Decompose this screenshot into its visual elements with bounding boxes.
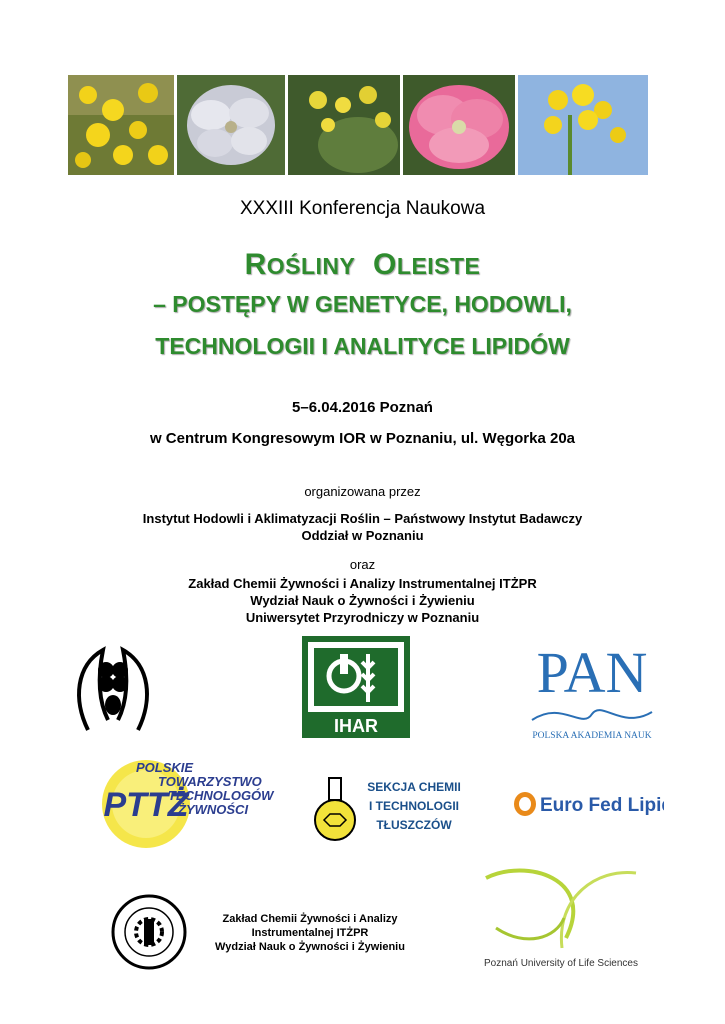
- flask-icon: [312, 776, 358, 849]
- rapeseed-flower-photo-2: [518, 75, 648, 175]
- conference-number: XXXIII Konferencja Naukowa: [239, 198, 486, 219]
- university-name: Uniwersytet Przyrodniczy w Poznaniu: [245, 610, 480, 625]
- flower-photo-strip: [68, 75, 654, 175]
- and-label: oraz: [349, 557, 376, 572]
- event-date: 5–6.04.2016 Poznań: [292, 399, 433, 416]
- department-name: Zakład Chemii Żywności i Analizy Instrumentalnej ITŻPR: [188, 576, 537, 591]
- organized-by-label: organizowana przez: [304, 484, 421, 499]
- institute-branch: Oddział w Poznaniu: [301, 528, 424, 543]
- faculty-name: Wydział Nauk o Żywności i Żywieniu: [250, 593, 475, 608]
- svg-text:PTTŻ: PTTŻ: [103, 786, 189, 824]
- title-line-1: ROŚLINY OLEISTE: [244, 248, 481, 281]
- clover-emblem-logo: [68, 640, 158, 743]
- mustard-flower-photo: [288, 75, 400, 175]
- footer-department-text: Zakład Chemii Żywności i Analizy Instrumentalnej ITŻPR Wydział Nauk o Żywności i Żywieniu: [215, 913, 405, 953]
- svg-text:TECHNOLOGÓW: TECHNOLOGÓW: [168, 788, 274, 803]
- ptt-logo: [98, 752, 284, 855]
- sekcja-logo-text: SEKCJA CHEMII I TECHNOLOGII TŁUSZCZÓW: [367, 780, 461, 832]
- pan-logo-text: PAN: [536, 640, 648, 705]
- ihar-logo-text: IHAR: [334, 716, 378, 736]
- poznan-university-text: Poznań University of Life Sciences: [484, 958, 638, 969]
- svg-text:POLSKIE: POLSKIE: [136, 760, 194, 775]
- svg-text:ŻYWNOŚCI: ŻYWNOŚCI: [178, 802, 249, 817]
- pan-logo: [522, 630, 662, 747]
- svg-text:TOWARZYSTWO: TOWARZYSTWO: [158, 774, 262, 789]
- department-block: [0, 575, 725, 626]
- title-line-2: – POSTĘPY W GENETYCE, HODOWLI,: [153, 291, 572, 317]
- rapeseed-flower-photo-1: [68, 75, 174, 175]
- eurofed-logo-text: Euro Fed Lipid: [540, 795, 664, 816]
- flax-flower-photo: [177, 75, 285, 175]
- ihar-logo: [302, 636, 410, 743]
- event-place: w Centrum Kongresowym IOR w Poznaniu, ul. Węgorka 20a: [149, 430, 576, 447]
- poppy-flower-photo: [403, 75, 515, 175]
- title-line-3: TECHNOLOGII I ANALITYCE LIPIDÓW: [155, 333, 570, 359]
- institute-block: [0, 510, 725, 544]
- institute-name: Instytut Hodowli i Aklimatyzacji Roślin – Państwowy Instytut Badawczy: [142, 511, 583, 526]
- eurofed-lipid-logo: [512, 788, 664, 825]
- poznan-university-logo: [466, 858, 656, 977]
- pan-logo-subtitle: POLSKA AKADEMIA NAUK: [532, 731, 652, 741]
